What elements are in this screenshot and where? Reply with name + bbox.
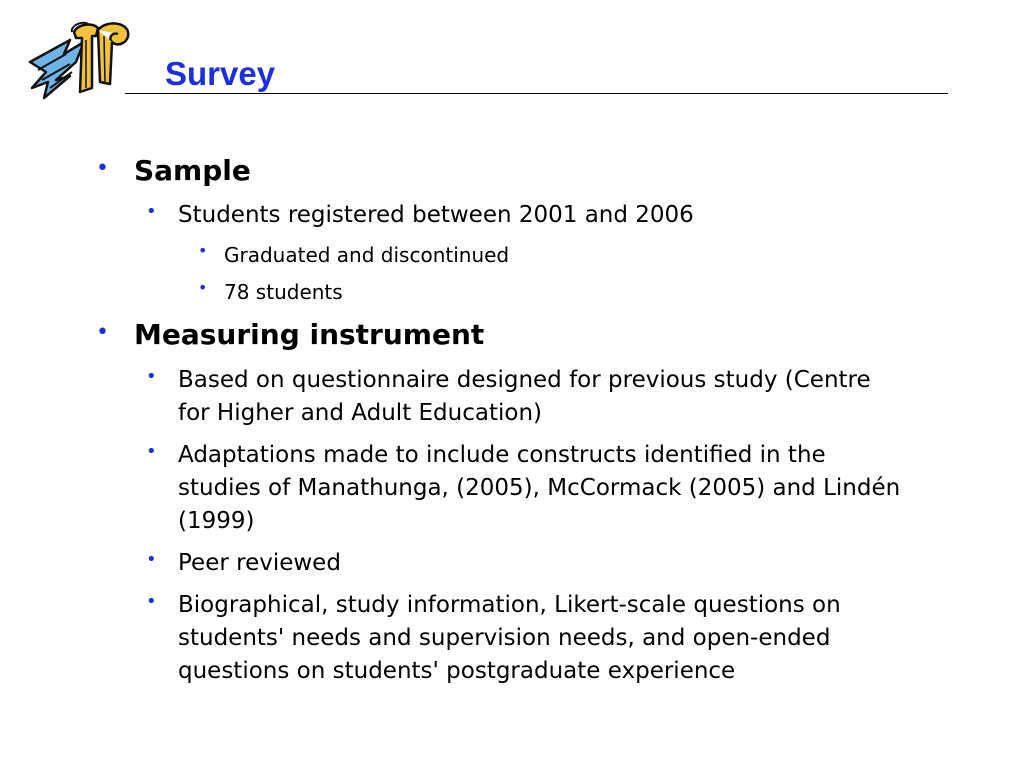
bullet-marker: • bbox=[96, 320, 109, 345]
bullet-marker: • bbox=[146, 549, 157, 570]
title-divider bbox=[125, 93, 948, 94]
bullet-text: 78 students bbox=[224, 280, 343, 304]
section-heading: Measuring instrument bbox=[134, 318, 485, 351]
bullet-marker: • bbox=[96, 156, 109, 181]
bullet-text-line: Biographical, study information, Likert-scale questions on bbox=[178, 592, 841, 618]
page-title: Survey bbox=[165, 55, 276, 92]
bullet-text-line: (1999) bbox=[178, 508, 255, 534]
bullet-marker: • bbox=[146, 591, 157, 612]
bullet-marker: • bbox=[146, 441, 157, 462]
bullet-text: Students registered between 2001 and 2006 bbox=[178, 202, 694, 228]
bullet-marker: • bbox=[198, 241, 208, 260]
ionic-column-logo-icon bbox=[26, 18, 136, 102]
bullet-text-line: Peer reviewed bbox=[178, 550, 341, 576]
bullet-text-line: studies of Manathunga, (2005), McCormack (2005) and Lindén bbox=[178, 475, 901, 501]
bullet-text-line: students' needs and supervision needs, and open-ended bbox=[178, 625, 831, 651]
bullet-marker: • bbox=[146, 366, 157, 387]
section-heading: Sample bbox=[134, 154, 251, 187]
bullet-marker: • bbox=[198, 278, 208, 297]
bullet-text: Graduated and discontinued bbox=[224, 243, 510, 267]
bullet-text-line: for Higher and Adult Education) bbox=[178, 400, 543, 426]
bullet-text-line: Based on questionnaire designed for previous study (Centre bbox=[178, 367, 871, 393]
bullet-marker: • bbox=[146, 201, 157, 222]
bullet-text-line: Adaptations made to include constructs identified in the bbox=[178, 442, 826, 468]
bullet-text-line: questions on students' postgraduate experience bbox=[178, 658, 736, 684]
